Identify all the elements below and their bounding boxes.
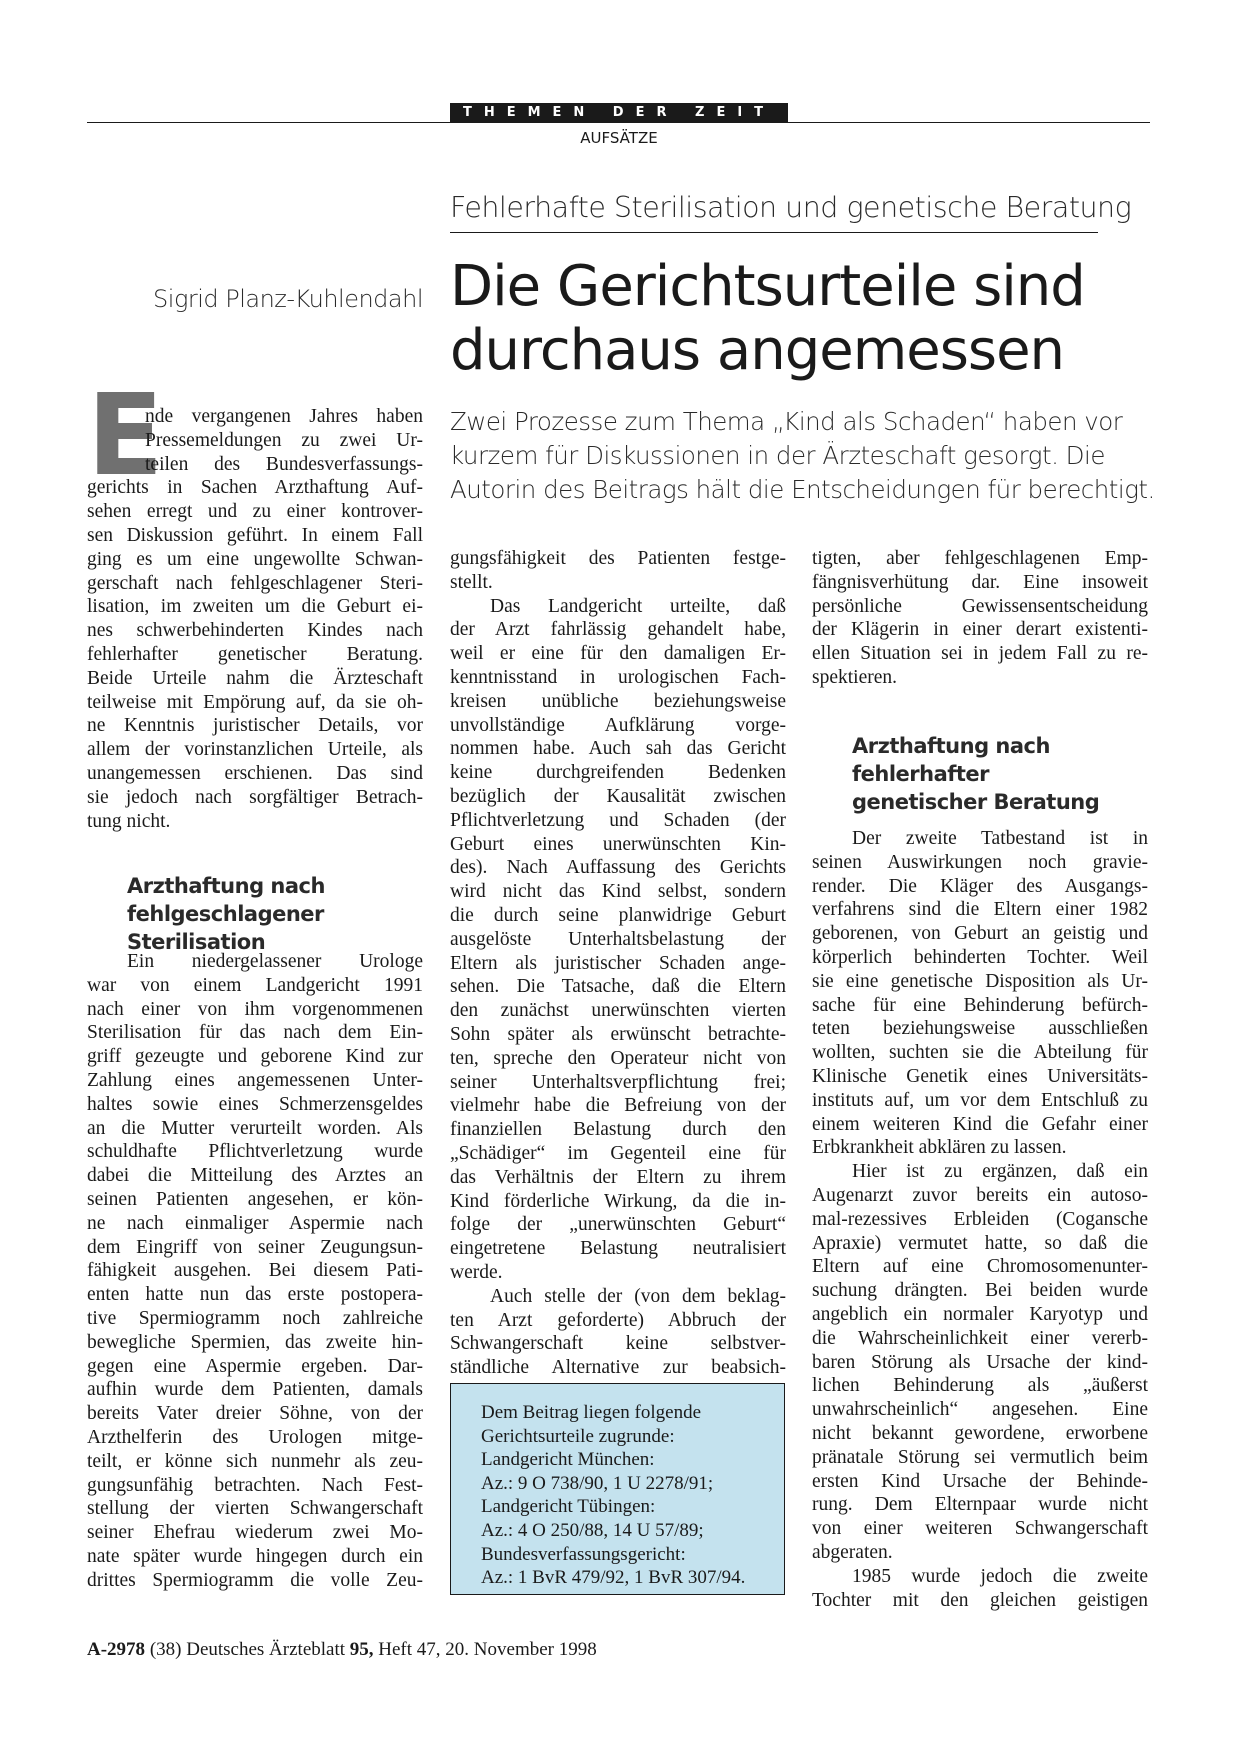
text-line: tive Spermiogramm noch zahlreiche — [87, 1307, 423, 1329]
text-line: nate später wurde hingegen durch ein — [87, 1545, 423, 1567]
journal-name: Deutsches Ärzteblatt — [186, 1639, 346, 1660]
headline-line: durchaus angemessen — [450, 318, 1065, 383]
text-line: teilweise mit Empörung auf, da sie oh- — [87, 691, 423, 713]
text-line: tung nicht. — [87, 810, 171, 832]
text-line: ten Arzt geforderte) Abbruch der — [450, 1309, 786, 1331]
text-line: die Wahrscheinlichkeit einer vererb- — [812, 1327, 1148, 1349]
text-line: stellt. — [450, 571, 493, 593]
subhead-genetic-counseling — [852, 732, 1099, 816]
text-line: Eltern auf eine Chromosomenunter- — [812, 1256, 1148, 1278]
text-line: wollten, suchten sie die Abteilung für — [812, 1042, 1148, 1064]
text-line: Pressemeldungen zu zwei Ur- — [145, 429, 423, 451]
text-line: vielmehr habe die Befreiung von der — [450, 1095, 786, 1117]
kicker-rule — [450, 232, 1098, 233]
text-line: seiner Unterhaltsverpflichtung frei; — [450, 1071, 786, 1093]
text-column-1 — [87, 405, 423, 833]
text-line: keine durchgreifenden Bedenken — [450, 762, 786, 784]
text-line: tigten, aber fehlgeschlagenen Emp- — [812, 548, 1148, 569]
text-line: haltes sowie eines Schmerzensgeldes — [87, 1093, 423, 1115]
text-line: gungsfähigkeit des Patienten festge- — [450, 548, 786, 569]
text-line: teilt, er könne sich nunmehr als zeu- — [87, 1450, 423, 1472]
text-line: Apraxie) vermutet hatte, so daß die — [812, 1232, 1148, 1254]
subhead-line: fehlgeschlagener — [127, 902, 324, 926]
text-line: pränatale Störung sei vermutlich beim — [812, 1446, 1148, 1468]
text-column-3 — [812, 547, 1148, 690]
info-line: Az.: 9 O 738/90, 1 U 2278/91; — [481, 1472, 714, 1494]
text-line: sache für eine Behinderung befürch- — [812, 994, 1148, 1016]
info-line: Gerichtsurteile zugrunde: — [481, 1425, 675, 1447]
text-line: „Schädiger“ im Gegenteil eine für — [450, 1142, 786, 1164]
text-line: enten hatte nun das erste postopera- — [87, 1284, 423, 1306]
info-line: Landgericht Tübingen: — [481, 1496, 656, 1518]
text-line: ersten Kind Ursache der Behinde- — [812, 1470, 1148, 1492]
text-line: fähigkeit ausgehen. Bei diesem Pati- — [87, 1260, 423, 1282]
text-line: ne Kenntnis juristischer Details, vor — [87, 715, 423, 737]
text-line: Sterilisation für das nach dem Ein- — [87, 1022, 423, 1044]
text-line: rung. Dem Elternpaar wurde nicht — [812, 1494, 1148, 1516]
text-line: unwahrscheinlich“ angesehen. Eine — [812, 1399, 1148, 1421]
text-line: verfahrens sind die Eltern einer 1982 — [812, 899, 1148, 921]
text-line: teilen des Bundesverfassungs- — [145, 453, 423, 475]
text-line: Das Landgericht urteilte, daß — [490, 595, 786, 617]
text-line: nde vergangenen Jahres haben — [145, 406, 423, 427]
text-line: abgeraten. — [812, 1541, 893, 1563]
text-line: kreisen unübliche beziehungsweise — [450, 690, 786, 712]
text-line: weil er eine für den damaligen Er- — [450, 643, 786, 665]
text-line: eingetretene Belastung neutralisiert — [450, 1238, 786, 1260]
text-line: der Klägerin in einer derart existenti- — [812, 619, 1148, 641]
text-column-1-body — [87, 950, 423, 1593]
text-line: gerschaft nach fehlgeschlagener Steri- — [87, 572, 423, 594]
court-rulings-box — [450, 1383, 785, 1595]
text-line: Beide Urteile nahm die Ärzteschaft — [87, 667, 423, 689]
intro-paragraph — [87, 405, 423, 833]
text-line: angeblich ein normaler Karyotyp und — [812, 1303, 1148, 1325]
text-line: ständliche Alternative zur beabsich- — [450, 1357, 786, 1379]
text-line: den zunächst unerwünschten vierten — [450, 1000, 786, 1022]
headline-line: Die Gerichtsurteile sind — [450, 254, 1085, 319]
page-footer — [87, 1639, 597, 1661]
subhead-sterilisation — [127, 872, 325, 956]
text-line: drittes Spermiogramm die volle Zeu- — [87, 1569, 423, 1591]
subhead-line: genetischer Beratung — [852, 790, 1100, 814]
text-line: lichen Behinderung als „äußerst — [812, 1375, 1148, 1397]
text-column-2 — [450, 547, 786, 1380]
text-line: baren Störung als Ursache der kind- — [812, 1351, 1148, 1373]
text-line: Arzthelferin des Urologen mitge- — [87, 1426, 423, 1448]
text-line: finanziellen Belastung durch den — [450, 1119, 786, 1141]
text-line: dabei die Mitteilung des Arztes an — [87, 1165, 423, 1187]
text-line: 1985 wurde jedoch die zweite — [852, 1565, 1148, 1587]
text-line: ne nach einmaliger Aspermie nach — [87, 1212, 423, 1234]
text-line: ging es um eine ungewollte Schwan- — [87, 548, 423, 570]
headline — [450, 255, 1085, 383]
text-line: spektieren. — [812, 666, 898, 688]
drop-cap: E — [87, 371, 164, 501]
text-line: Auch stelle der (von dem beklag- — [490, 1285, 786, 1307]
info-line: Az.: 4 O 250/88, 14 U 57/89; — [481, 1519, 704, 1541]
text-line: schuldhafte Pflichtverletzung wurde — [87, 1141, 423, 1163]
text-line: ten, spreche den Operateur nicht von — [450, 1047, 786, 1069]
subhead-line: Arzthaftung nach — [852, 734, 1050, 758]
text-line: unvollständige Aufklärung vorge- — [450, 714, 786, 736]
subsection-label: AUFSÄTZE — [580, 129, 658, 147]
text-line: bereits Vater dreier Söhne, von der — [87, 1403, 423, 1425]
text-line: persönliche Gewissensentscheidung — [812, 595, 1148, 617]
text-line: dem Eingriff von seiner Zeugungsun- — [87, 1236, 423, 1258]
text-line: folge der „unerwünschten Geburt“ — [450, 1214, 786, 1236]
article-kicker: Fehlerhafte Sterilisation und genetische Beratung — [450, 191, 1132, 224]
page-code: A-2978 — [87, 1639, 146, 1660]
text-line: Augenarzt zuvor bereits ein autoso- — [812, 1184, 1148, 1206]
text-line: kenntnisstand in urologischen Fach- — [450, 666, 786, 688]
text-line: teten beziehungsweise ausschließen — [812, 1018, 1148, 1040]
journal-volume: 95, — [349, 1639, 374, 1660]
lead-paragraph — [450, 405, 1155, 507]
text-line: sen Diskussion geführt. In einem Fall — [87, 524, 423, 546]
text-line: suchung drängten. Bei beiden wurde — [812, 1280, 1148, 1302]
subhead-line: fehlerhafter — [852, 762, 990, 786]
text-line: Hier ist zu ergänzen, daß ein — [852, 1161, 1148, 1183]
text-line: körperlich behinderten Tochter. Weil — [812, 946, 1148, 968]
text-line: Kind förderliche Wirkung, da die in- — [450, 1190, 786, 1212]
text-column-3-body — [812, 827, 1148, 1612]
text-line: gerichts in Sachen Arzthaftung Auf- — [87, 477, 423, 499]
text-line: war von einem Landgericht 1991 — [87, 974, 423, 996]
text-line: Tochter mit den gleichen geistigen — [812, 1589, 1148, 1611]
text-line: die durch seine planwidrige Geburt — [450, 904, 786, 926]
text-line: allem der vorinstanzlichen Urteile, als — [87, 739, 423, 761]
text-line: Klinische Genetik eines Universitäts- — [812, 1065, 1148, 1087]
text-line: Zahlung eines angemessenen Unter- — [87, 1069, 423, 1091]
text-line: Eltern als juristischer Schaden ange- — [450, 952, 786, 974]
text-line: Schwangerschaft keine selbstver- — [450, 1333, 786, 1355]
header-rule — [87, 122, 1150, 123]
text-line: mal-rezessives Erbleiden (Cogansche — [812, 1208, 1148, 1230]
text-line: instituts auf, um vor dem Entschluß zu — [812, 1089, 1148, 1111]
info-line: Bundesverfassungsgericht: — [481, 1543, 686, 1565]
author-name: Sigrid Planz-Kuhlendahl — [153, 285, 423, 313]
text-line: ausgelöste Unterhaltsbelastung der — [450, 928, 786, 950]
text-line: fehlerhafter genetischer Beratung. — [87, 643, 423, 665]
text-line: bezüglich der Kausalität zwischen — [450, 785, 786, 807]
text-line: wird nicht das Kind selbst, sondern — [450, 881, 786, 903]
text-line: sehen erregt und zu einer kontrover- — [87, 501, 423, 523]
text-line: geborenen, von Geburt an geistig und — [812, 923, 1148, 945]
text-line: nach einer von ihm vorgenommenen — [87, 998, 423, 1020]
subhead-line: Sterilisation — [127, 930, 266, 954]
issue-date: Heft 47, 20. November 1998 — [378, 1639, 597, 1660]
text-line: Sohn später als erwünscht betrachte- — [450, 1023, 786, 1045]
text-line: gegen eine Aspermie ergeben. Dar- — [87, 1355, 423, 1377]
text-line: nes schwerbehinderten Kindes nach — [87, 620, 423, 642]
text-line: fängnisverhütung dar. Eine insoweit — [812, 571, 1148, 593]
text-line: der Arzt fahrlässig gehandelt habe, — [450, 619, 786, 641]
text-line: seiner Ehefrau wiederum zwei Mo- — [87, 1522, 423, 1544]
text-line: das Verhältnis der Eltern zu ihrem — [450, 1166, 786, 1188]
info-line: Landgericht München: — [481, 1449, 655, 1471]
text-line: sehen. Die Tatsache, daß die Eltern — [450, 976, 786, 998]
text-line: gungsunfähig betrachten. Nach Fest- — [87, 1474, 423, 1496]
text-line: Der zweite Tatbestand ist in — [852, 828, 1148, 849]
text-line: werde. — [450, 1261, 503, 1283]
text-line: sie eine genetische Disposition als Ur- — [812, 970, 1148, 992]
text-line: stellung der vierten Schwangerschaft — [87, 1498, 423, 1520]
text-line: einem weiteren Kind die Gefahr einer — [812, 1113, 1148, 1135]
text-line: Erbkrankheit abklären zu lassen. — [812, 1137, 1067, 1159]
info-line: Az.: 1 BvR 479/92, 1 BvR 307/94. — [481, 1567, 746, 1589]
text-line: aufhin wurde dem Patienten, damals — [87, 1379, 423, 1401]
lead-line: Zwei Prozesse zum Thema „Kind als Schaden“ haben vor — [450, 407, 1123, 436]
text-line: sie jedoch nach sorgfältiger Betrach- — [87, 786, 423, 808]
text-line: lisation, im zweiten um die Geburt ei- — [87, 596, 423, 618]
text-line: Pflichtverletzung und Schaden (der — [450, 809, 786, 831]
text-line: seinen Auswirkungen noch gravie- — [812, 851, 1148, 873]
text-line: von einer weiteren Schwangerschaft — [812, 1518, 1148, 1540]
text-line: des). Nach Auffassung des Gerichts — [450, 857, 786, 879]
subhead-line: Arzthaftung nach — [127, 874, 325, 898]
text-line: Geburt eines unerwünschten Kin- — [450, 833, 786, 855]
text-line: griff gezeugte und geborene Kind zur — [87, 1046, 423, 1068]
text-line: nicht bekannt gewordene, erworbene — [812, 1422, 1148, 1444]
text-line: render. Die Kläger des Ausgangs- — [812, 875, 1148, 897]
text-line: bewegliche Spermien, das zweite hin- — [87, 1331, 423, 1353]
lead-line: kurzem für Diskussionen in der Ärzteschaft gesorgt. Die — [450, 441, 1105, 470]
page-number: (38) — [149, 1639, 182, 1660]
text-line: an die Mutter verurteilt worden. Als — [87, 1117, 423, 1139]
text-line: unangemessen erschienen. Das sind — [87, 762, 423, 784]
section-label: THEMEN DER ZEIT — [450, 103, 788, 122]
text-line: Ein niedergelassener Urologe — [127, 951, 423, 972]
info-line: Dem Beitrag liegen folgende — [481, 1402, 702, 1423]
text-line: seinen Patienten angesehen, er kön- — [87, 1188, 423, 1210]
lead-line: Autorin des Beitrags hält die Entscheidungen für berechtigt. — [450, 475, 1155, 504]
text-line: ellen Situation sei in jedem Fall zu re- — [812, 643, 1148, 665]
text-line: nommen habe. Auch sah das Gericht — [450, 738, 786, 760]
